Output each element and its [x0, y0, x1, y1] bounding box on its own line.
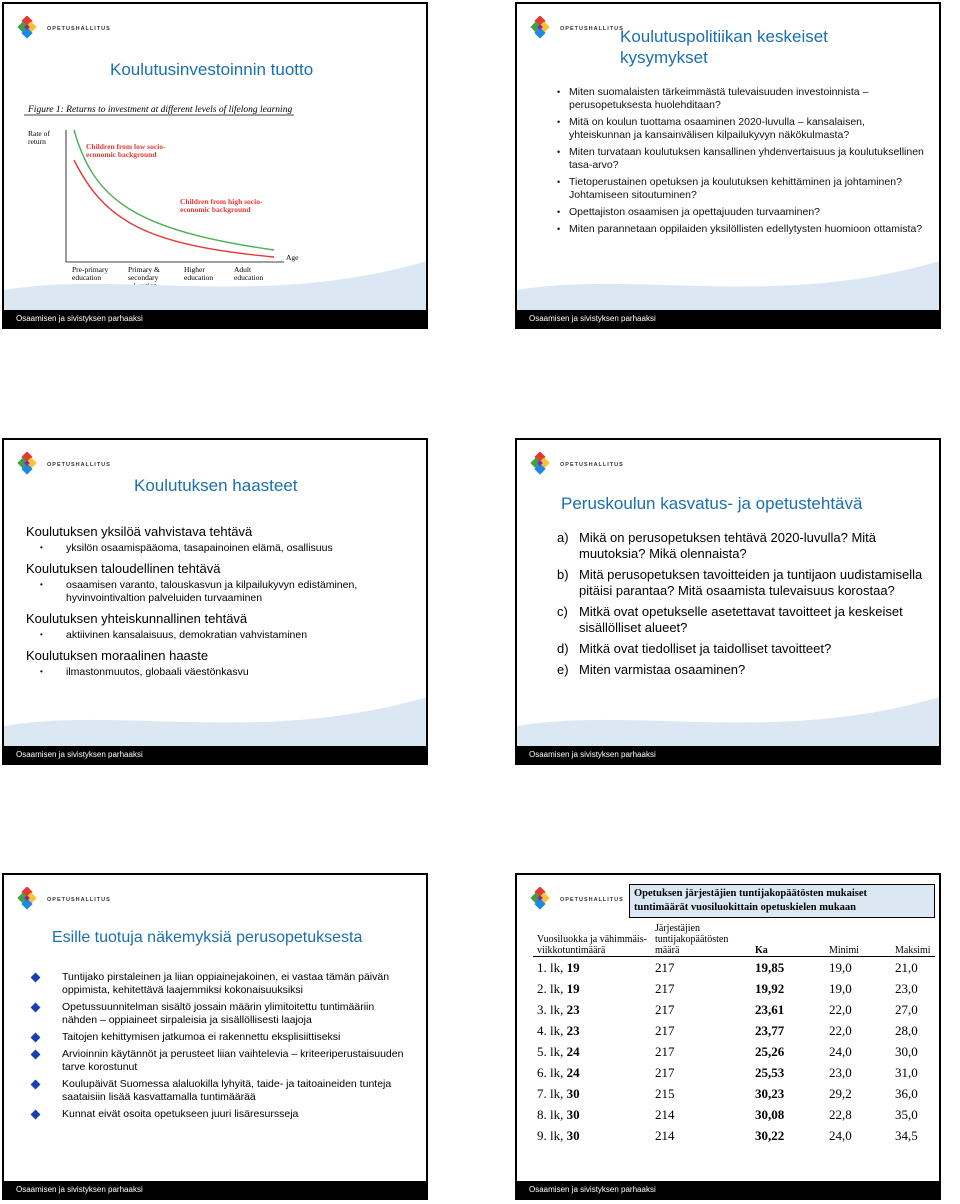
list-heading: Koulutuksen yksilöä vahvistava tehtävä: [26, 524, 253, 539]
class-label: 4. lk,: [537, 1022, 567, 1038]
item-label: b): [557, 567, 569, 582]
slide-footer: Osaamisen ja sivistyksen parhaaksi: [4, 310, 426, 327]
slide-wave: [517, 250, 941, 310]
slide-title: Peruskoulun kasvatus- ja opetustehtävä: [561, 494, 863, 513]
max-cell: 27,0: [895, 1001, 918, 1017]
list-item: • Opettajiston osaamisen ja opettajuuden turvaaminen?: [537, 206, 927, 219]
table-row: [533, 1083, 935, 1104]
mean-cell: 19,85: [755, 959, 785, 975]
col-header: Järjestäjien tuntijakopäätösten määrä: [651, 923, 751, 957]
mean-cell: 23,61: [755, 1001, 785, 1017]
max-cell: 21,0: [895, 959, 918, 975]
list-subitem: • ilmastonmuutos, globaali väestönkasvu: [40, 666, 424, 679]
mean-cell: 23,77: [755, 1022, 785, 1038]
logo: [16, 887, 111, 913]
hours-table: [533, 923, 935, 1146]
min-hours: 23: [566, 1001, 580, 1017]
stage-2b: secondary: [128, 273, 159, 282]
list-item: • Mitä on koulun tuottama osaaminen 2020-luvulla – kansalaisen, yhteiskunnan ja kansainvälisen kilpailukyvyn näkökulmasta?: [537, 116, 927, 142]
min-cell: 22,0: [829, 1022, 852, 1038]
slide-2: [515, 2, 941, 329]
min-cell: 24,0: [829, 1127, 852, 1143]
list-item: • Miten suomalaisten tärkeimmästä tulevaisuuden investoinnista – perusopetuksesta huolehditaan?: [537, 86, 927, 112]
opetushallitus-logo-icon: [529, 452, 555, 478]
logo: [529, 16, 624, 42]
class-cell: [533, 978, 651, 999]
opetushallitus-logo-icon: [16, 887, 42, 913]
item-label: a): [557, 530, 569, 545]
logo-text: OPETUSHALLITUS: [560, 897, 624, 903]
min-hours: 19: [566, 980, 580, 996]
min-cell: 23,0: [829, 1064, 852, 1080]
table-header-row: [533, 923, 935, 957]
slide-title-line-1: Koulutuspolitiikan keskeiset: [620, 27, 828, 46]
col-header: Vuosiluokka ja vähimmäis-viikkotuntimäärä: [533, 923, 651, 957]
mean-cell: 30,22: [755, 1127, 785, 1143]
class-cell: [533, 999, 651, 1020]
curve-low-label-2: economic background: [86, 150, 157, 159]
slide-footer: Osaamisen ja sivistyksen parhaaksi: [4, 746, 426, 763]
table-row: [533, 957, 935, 979]
question-list: [537, 86, 927, 240]
opetushallitus-logo-icon: [529, 887, 555, 913]
list-item: Opetussuunnitelman sisältö jossain määrin ylimitoitettu tuntimääriin nähden – oppiaineet sirpaleisia ja sisällöllisesti laajoja: [4, 1001, 428, 1027]
list-item: [517, 641, 941, 657]
stage-1a: Pre-primary: [72, 265, 109, 274]
table-row: [533, 1062, 935, 1083]
list-item: Koulupäivät Suomessa alaluokilla lyhyitä, taide- ja taitoaineiden tunteja saataisiin lisää kasvattamalla tuntimäärää: [4, 1078, 428, 1104]
max-cell: 34,5: [895, 1127, 918, 1143]
item-text: Mikä on perusopetuksen tehtävä 2020-luvulla? Mitä muutoksia? Mikä olennaista?: [579, 530, 877, 561]
figure-caption: Figure 1: Returns to investment at different levels of lifelong learning: [28, 105, 293, 115]
opetushallitus-logo-icon: [16, 16, 42, 42]
min-cell: 19,0: [829, 980, 852, 996]
slide-footer: Osaamisen ja sivistyksen parhaaksi: [517, 310, 939, 327]
slide-title: [629, 884, 935, 918]
col-header: Ka: [751, 923, 825, 957]
curve-low-label-1: Children from low socio-: [86, 142, 166, 151]
list-item: [517, 604, 941, 636]
list-subitem: • aktiivinen kansalaisuus, demokratian vahvistaminen: [40, 629, 424, 642]
item-label: d): [557, 641, 569, 656]
logo: [16, 452, 111, 478]
slide-5: [2, 873, 428, 1200]
stage-2a: Primary &: [128, 265, 160, 274]
col-header: Maksimi: [891, 923, 935, 957]
ylabel-1: Rate of: [28, 129, 50, 138]
class-label: 9. lk,: [537, 1127, 567, 1143]
max-cell: 30,0: [895, 1043, 918, 1059]
list-heading: Koulutuksen moraalinen haaste: [26, 648, 209, 663]
stage-4b: education: [234, 273, 264, 282]
stage-3a: Higher: [184, 265, 205, 274]
class-label: 2. lk,: [537, 980, 567, 996]
mean-cell: 30,23: [755, 1085, 785, 1101]
list-subitem: • yksilön osaamispääoma, tasapainoinen elämä, osallisuus: [40, 542, 424, 555]
list-item: Tuntijako pirstaleinen ja liian oppiainejakoinen, ei vastaa tämän päivän oppimista, kehitettävä laajemmiksi kokonaisuuksiksi: [4, 971, 428, 997]
decisions-cell: 214: [655, 1106, 675, 1122]
logo: [529, 887, 624, 913]
min-cell: 22,8: [829, 1106, 852, 1122]
table-row: [533, 1104, 935, 1125]
class-cell: [533, 1125, 651, 1146]
min-hours: 30: [566, 1085, 580, 1101]
class-cell: [533, 1041, 651, 1062]
min-hours: 24: [566, 1043, 580, 1059]
class-label: 5. lk,: [537, 1043, 567, 1059]
slide-title-line-2: kysymykset: [620, 48, 708, 67]
mean-cell: 30,08: [755, 1106, 785, 1122]
list-item: • Miten turvataan koulutuksen kansallinen yhdenvertaisuus ja koulutuksellinen tasa-arvo?: [537, 146, 927, 172]
min-hours: 19: [566, 959, 580, 975]
decisions-cell: 214: [655, 1127, 675, 1143]
min-hours: 30: [566, 1127, 580, 1143]
decisions-cell: 217: [655, 959, 675, 975]
min-cell: 19,0: [829, 959, 852, 975]
list-heading: Koulutuksen taloudellinen tehtävä: [26, 561, 221, 576]
mean-cell: 19,92: [755, 980, 785, 996]
slide-footer: Osaamisen ja sivistyksen parhaaksi: [517, 1181, 939, 1198]
mean-cell: 25,53: [755, 1064, 785, 1080]
ylabel-2: return: [28, 137, 46, 146]
slide-title-line-2: tuntimäärät vuosiluokittain opetuskielen mukaan: [634, 902, 856, 913]
slide-title-line-1: Opetuksen järjestäjien tuntijakopäätösten mukaiset: [634, 888, 868, 899]
table-row: [533, 1020, 935, 1041]
class-cell: [533, 1020, 651, 1041]
slide-title: Esille tuotuja näkemyksiä perusopetuksesta: [52, 929, 363, 946]
slide-title: Koulutuksen haasteet: [134, 476, 298, 495]
decisions-cell: 215: [655, 1085, 675, 1101]
item-text: Mitkä ovat tiedolliset ja taidolliset tavoitteet?: [579, 641, 832, 656]
slide-wave: [4, 250, 428, 310]
max-cell: 36,0: [895, 1085, 918, 1101]
stage-4a: Adult: [234, 265, 252, 274]
min-hours: 24: [566, 1064, 580, 1080]
class-cell: [533, 1104, 651, 1125]
logo-text: OPETUSHALLITUS: [47, 26, 111, 32]
col-header: Minimi: [825, 923, 891, 957]
min-hours: 30: [566, 1106, 580, 1122]
slide-3: [2, 438, 428, 765]
max-cell: 23,0: [895, 980, 918, 996]
decisions-cell: 217: [655, 1043, 675, 1059]
stage-1b: education: [72, 273, 102, 282]
class-label: 6. lk,: [537, 1064, 567, 1080]
max-cell: 35,0: [895, 1106, 918, 1122]
item-text: Mitä perusopetuksen tavoitteiden ja tuntijaon uudistamisella pitäisi parantaa? Mitä osaamista tulevaisuus korostaa?: [579, 567, 923, 598]
slide-1: [2, 2, 428, 329]
class-cell: [533, 1062, 651, 1083]
logo-text: OPETUSHALLITUS: [560, 26, 624, 32]
table-row: [533, 1125, 935, 1146]
slide-footer: Osaamisen ja sivistyksen parhaaksi: [4, 1181, 426, 1198]
decisions-cell: 217: [655, 1064, 675, 1080]
max-cell: 31,0: [895, 1064, 918, 1080]
item-label: c): [557, 604, 568, 619]
min-cell: 29,2: [829, 1085, 852, 1101]
list-item: Arvioinnin käytännöt ja perusteet liian vaihtelevia – kriteeriperustaisuuden tarve korostunut: [4, 1048, 428, 1074]
class-label: 8. lk,: [537, 1106, 567, 1122]
logo: [529, 452, 624, 478]
max-cell: 28,0: [895, 1022, 918, 1038]
class-label: 3. lk,: [537, 1001, 567, 1017]
slide-4: [515, 438, 941, 765]
age-label: Age: [286, 253, 299, 262]
slide-footer: Osaamisen ja sivistyksen parhaaksi: [517, 746, 939, 763]
opetushallitus-logo-icon: [16, 452, 42, 478]
list-heading: Koulutuksen yhteiskunnallinen tehtävä: [26, 611, 248, 626]
slide-wave: [517, 686, 941, 746]
decisions-cell: 217: [655, 980, 675, 996]
class-cell: [533, 1083, 651, 1104]
item-label: e): [557, 662, 569, 677]
task-list: [517, 530, 941, 683]
item-text: Mitkä ovat opetukselle asetettavat tavoitteet ja keskeiset sisällölliset alueet?: [579, 604, 903, 635]
logo-text: OPETUSHALLITUS: [47, 897, 111, 903]
class-label: 7. lk,: [537, 1085, 567, 1101]
list-item: • Tietoperustainen opetuksen ja koulutuksen kehittäminen ja johtaminen? Johtamiseen sitoutuminen?: [537, 176, 927, 202]
min-hours: 23: [566, 1022, 580, 1038]
slide-wave: [4, 686, 428, 746]
class-label: 1. lk,: [537, 959, 567, 975]
table-row: [533, 1041, 935, 1062]
slide-6: [515, 873, 941, 1200]
list-subitem: • osaamisen varanto, talouskasvun ja kilpailukyvyn edistäminen, hyvinvointivaltion palveluiden turvaaminen: [40, 579, 424, 605]
min-cell: 24,0: [829, 1043, 852, 1059]
list-item: [517, 530, 941, 562]
mean-cell: 25,26: [755, 1043, 785, 1059]
logo-text: OPETUSHALLITUS: [560, 462, 624, 468]
curve-high-label-2: economic background: [180, 205, 251, 214]
slide-title: [620, 26, 828, 68]
table-row: [533, 978, 935, 999]
item-text: Miten varmistaa osaaminen?: [579, 662, 746, 677]
logo: [16, 16, 111, 42]
list-item: • Miten parannetaan oppilaiden yksilöllisten edellytysten huomioon ottamista?: [537, 223, 927, 236]
logo-text: OPETUSHALLITUS: [47, 462, 111, 468]
curve-high-label-1: Children from high socio-: [180, 197, 263, 206]
view-list: [4, 971, 428, 1125]
table-body: [533, 957, 935, 1147]
list-item: Taitojen kehittymisen jatkumoa ei rakennettu eksplisiittiseksi: [4, 1031, 428, 1044]
slide-title: Koulutusinvestoinnin tuotto: [110, 60, 314, 79]
challenge-list: [4, 524, 424, 685]
list-item: Kunnat eivät osoita opetukseen juuri lisäresursseja: [4, 1108, 428, 1121]
list-item: [517, 567, 941, 599]
opetushallitus-logo-icon: [529, 16, 555, 42]
class-cell: [533, 957, 651, 979]
list-item: [517, 662, 941, 678]
min-cell: 22,0: [829, 1001, 852, 1017]
table-row: [533, 999, 935, 1020]
stage-3b: education: [184, 273, 214, 282]
decisions-cell: 217: [655, 1022, 675, 1038]
decisions-cell: 217: [655, 1001, 675, 1017]
